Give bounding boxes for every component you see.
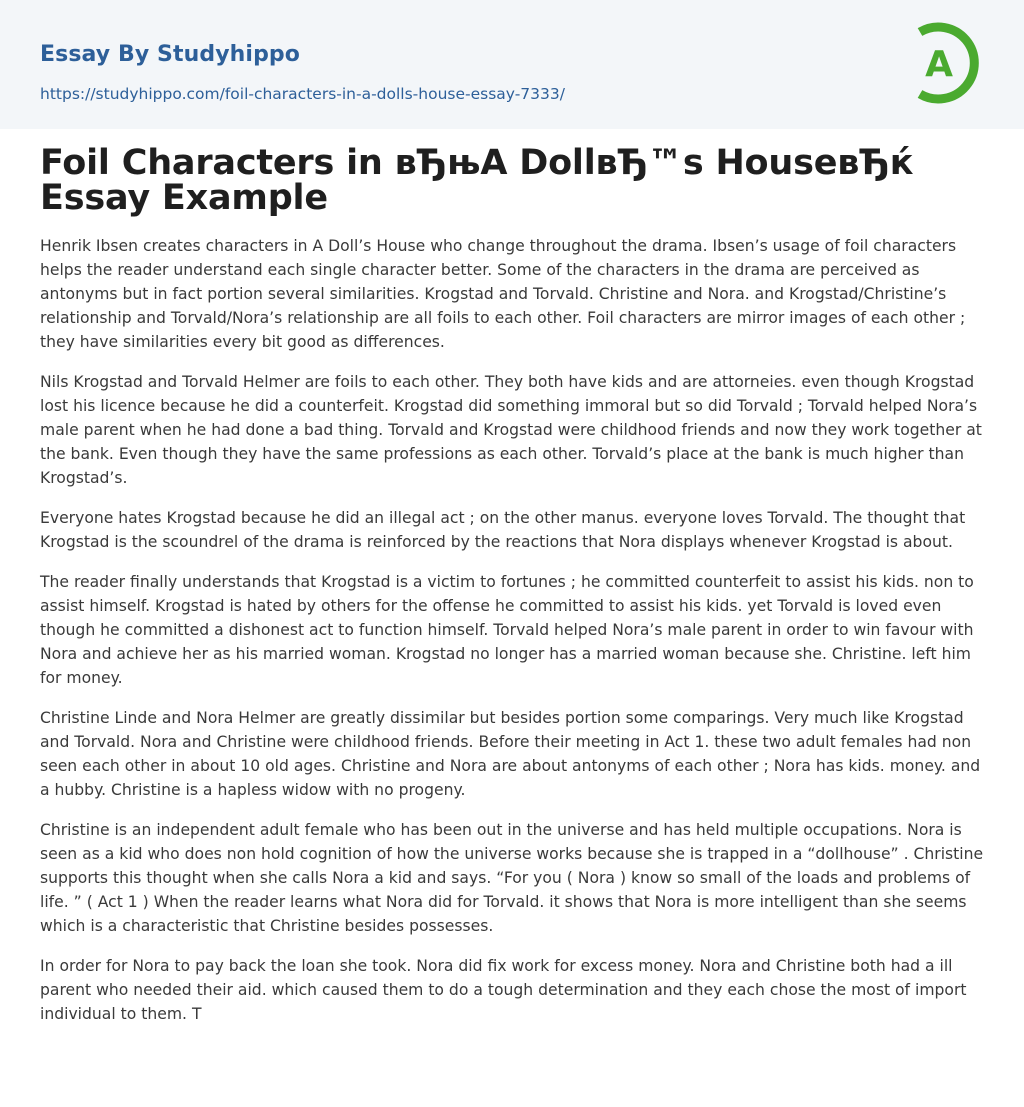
logo-letter: A [925,44,953,85]
site-title[interactable]: Essay By Studyhippo [40,42,300,67]
essay-paragraph: In order for Nora to pay back the loan she took. Nora did fix work for excess money. Nora and Christine both had a ill parent who needed their aid. which caused them to do a tough determination and they each chose the most of import individual to them. T [40,957,967,1023]
essay-paragraph: The reader finally understands that Krogstad is a victim to fortunes ; he committed counterfeit to assist his kids. non to assist himself. Krogstad is hated by others for the offense he committed to assist his kids. yet Torvald is loved even though he committed a dishonest act to function himself. Torvald helped Nora’s male parent in order to win favour with Nora and achieve her as his married woman. Krogstad no longer has a married woman because she. Christine. left him for money. [40,573,974,687]
essay-url-link[interactable]: https://studyhippo.com/foil-characters-in-a-dolls-house-essay-7333/ [40,85,565,103]
essay-paragraph: Christine Linde and Nora Helmer are greatly dissimilar but besides portion some comparings. Very much like Krogstad and Torvald. Nora and Christine were childhood friends. Before their meeting in Act 1. these two adult females had non seen each other in about 10 old ages. Christine and Nora are about antonyms of each other ; Nora has kids. money. and a hubby. Christine is a hapless widow with no progeny. [40,709,981,799]
essay-title: Foil Characters in вЂњA DollвЂ™s HouseвЂќ Essay Example [40,143,914,218]
essay-paragraph: Christine is an independent adult female who has been out in the universe and has held multiple occupations. Nora is seen as a kid who does non hold cognition of how the universe works because she is trapped in a “dollhouse” . Christine supports this thought when she calls Nora a kid and says. “For you ( Nora ) know so small of the loads and problems of life. ” ( Act 1 ) When the reader learns what Nora did for Torvald. it shows that Nora is more intelligent than she seems which is a characteristic that Christine besides possesses. [40,821,984,935]
essay-paragraph: Nils Krogstad and Torvald Helmer are foils to each other. They both have kids and are attorneies. even though Krogstad lost his licence because he did a counterfeit. Krogstad did something immoral but so did Torvald ; Torvald helped Nora’s male parent when he had done a bad thing. Torvald and Krogstad were childhood friends and now they work together at the bank. Even though they have the same professions as each other. Torvald’s place at the bank is much higher than Krogstad’s. [40,373,982,487]
essay-paragraph: Henrik Ibsen creates characters in A Doll’s House who change throughout the drama. Ibsen’s usage of foil characters helps the reader understand each single character better. Some of the characters in the drama are perceived as antonyms but in fact portion several similarities. Krogstad and Torvald. Christine and Nora. and Krogstad/Christine’s relationship and Torvald/Nora’s relationship are all foils to each other. Foil characters are mirror images of each other ; they have similarities every bit good as differences. [40,237,966,351]
article [40,143,984,1042]
essay-paragraph: Everyone hates Krogstad because he did an illegal act ; on the other manus. everyone loves Torvald. The thought that Krogstad is the scoundrel of the drama is reinforced by the reactions that Nora displays whenever Krogstad is about. [40,509,966,551]
site-header [0,0,1024,129]
studyhippo-logo-icon[interactable] [912,20,986,106]
